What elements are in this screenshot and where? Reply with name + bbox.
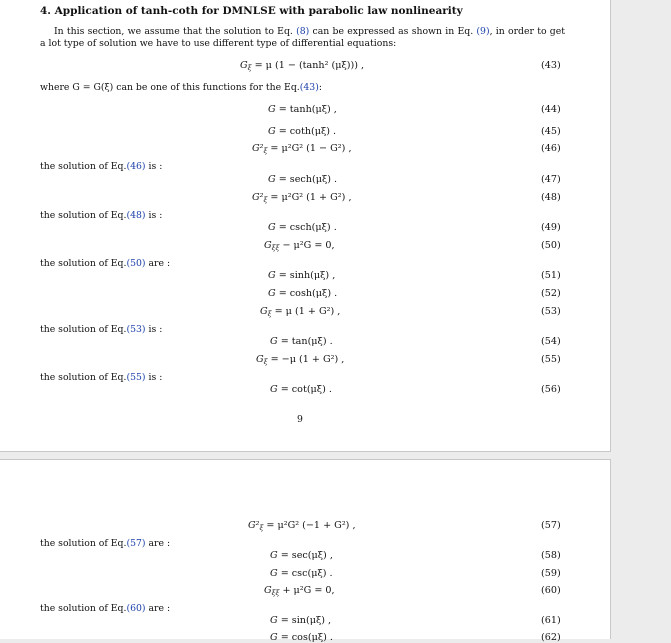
equation: $G_{\xi\xi} + \mu^2G = 0$, [264, 585, 335, 597]
equation: G = coth(μξ) . [268, 126, 337, 137]
equation: G = cot(μξ) . [270, 384, 332, 395]
solution-line: the solution of Eq.(60) are : [40, 603, 171, 614]
solution-line: the solution of Eq.(57) are : [40, 538, 171, 549]
intro-text-3: , in order to get a lot type of solution we have to use different type of differential equations: [40, 26, 565, 49]
eq-ref-link[interactable]: (46) [126, 161, 146, 172]
equation-number: (45) [541, 126, 561, 137]
equation: G = sinh(μξ) , [268, 270, 336, 281]
equation-number: (54) [541, 336, 561, 347]
where-line: where G = G(ξ) can be one of this functions for the Eq.(43): [40, 82, 322, 93]
solution-line: the solution of Eq.(46) is : [40, 161, 163, 172]
equation-number: (51) [541, 270, 561, 281]
equation: $G^2_\xi = \mu^2G^2$ (−1 + G²) , [248, 520, 356, 532]
eq-ref-link[interactable]: (60) [126, 603, 146, 614]
equation-number: (48) [541, 192, 561, 203]
equation-number: (56) [541, 384, 561, 395]
equation: G = tanh(μξ) , [268, 104, 337, 115]
equation: G = csc(μξ) . [270, 568, 333, 579]
equation-number: (57) [541, 520, 561, 531]
equation: $G^2_\xi = \mu^2G^2$ (1 − G²) , [252, 143, 352, 155]
equation: G = sec(μξ) , [270, 550, 333, 561]
equation-number: (61) [541, 615, 561, 626]
equation-number: (50) [541, 240, 561, 251]
equation: G = sech(μξ) . [268, 174, 338, 185]
eq-ref-link[interactable]: (9) [476, 26, 490, 37]
pdf-page-2 [0, 459, 611, 643]
eq-ref-link[interactable]: (8) [296, 26, 310, 37]
equation-number: (44) [541, 104, 561, 115]
equation: G = cos(μξ) . [270, 632, 333, 643]
page-number: 9 [297, 414, 303, 425]
solution-line: the solution of Eq.(53) is : [40, 324, 163, 335]
eq-ref-link[interactable]: (53) [126, 324, 146, 335]
equation-number: (58) [541, 550, 561, 561]
equation-number: (46) [541, 143, 561, 154]
equation: $G_{\xi\xi} - \mu^2G = 0$, [264, 240, 335, 252]
eq-ref-link[interactable]: (43) [299, 82, 319, 93]
intro-text-2: can be expressed as shown in Eq. [309, 26, 477, 37]
eq-ref-link[interactable]: (48) [126, 210, 146, 221]
solution-line: the solution of Eq.(48) is : [40, 210, 163, 221]
equation-number: (59) [541, 568, 561, 579]
equation: G = sin(μξ) , [270, 615, 332, 626]
equation-number: (47) [541, 174, 561, 185]
equation: G = cosh(μξ) . [268, 288, 338, 299]
equation-number: (60) [541, 585, 561, 596]
intro-paragraph [40, 26, 565, 50]
equation-number: (43) [541, 60, 561, 71]
equation-number: (55) [541, 354, 561, 365]
equation-number: (52) [541, 288, 561, 299]
eq-ref-link[interactable]: (50) [126, 258, 146, 269]
equation: G = tan(μξ) . [270, 336, 333, 347]
equation: $G_\xi = \mu$ (1 − (tanh² (μξ))) , [240, 60, 365, 72]
solution-line: the solution of Eq.(50) are : [40, 258, 171, 269]
intro-text-1: In this section, we assume that the solution to Eq. [54, 26, 297, 37]
solution-line: the solution of Eq.(55) is : [40, 372, 163, 383]
eq-ref-link[interactable]: (55) [126, 372, 146, 383]
equation-number: (53) [541, 306, 561, 317]
equation: G = csch(μξ) . [268, 222, 337, 233]
equation: $G_\xi = \mu$ (1 + G²) , [260, 306, 341, 318]
equation: $G^2_\xi = \mu^2G^2$ (1 + G²) , [252, 192, 352, 204]
equation-number: (62) [541, 632, 561, 643]
equation: $G_\xi = -\mu$ (1 + G²) , [256, 354, 345, 366]
eq-ref-link[interactable]: (57) [126, 538, 146, 549]
equation-number: (49) [541, 222, 561, 233]
section-title: 4. Application of tanh-coth for DMNLSE with parabolic law nonlinearity [40, 5, 463, 17]
